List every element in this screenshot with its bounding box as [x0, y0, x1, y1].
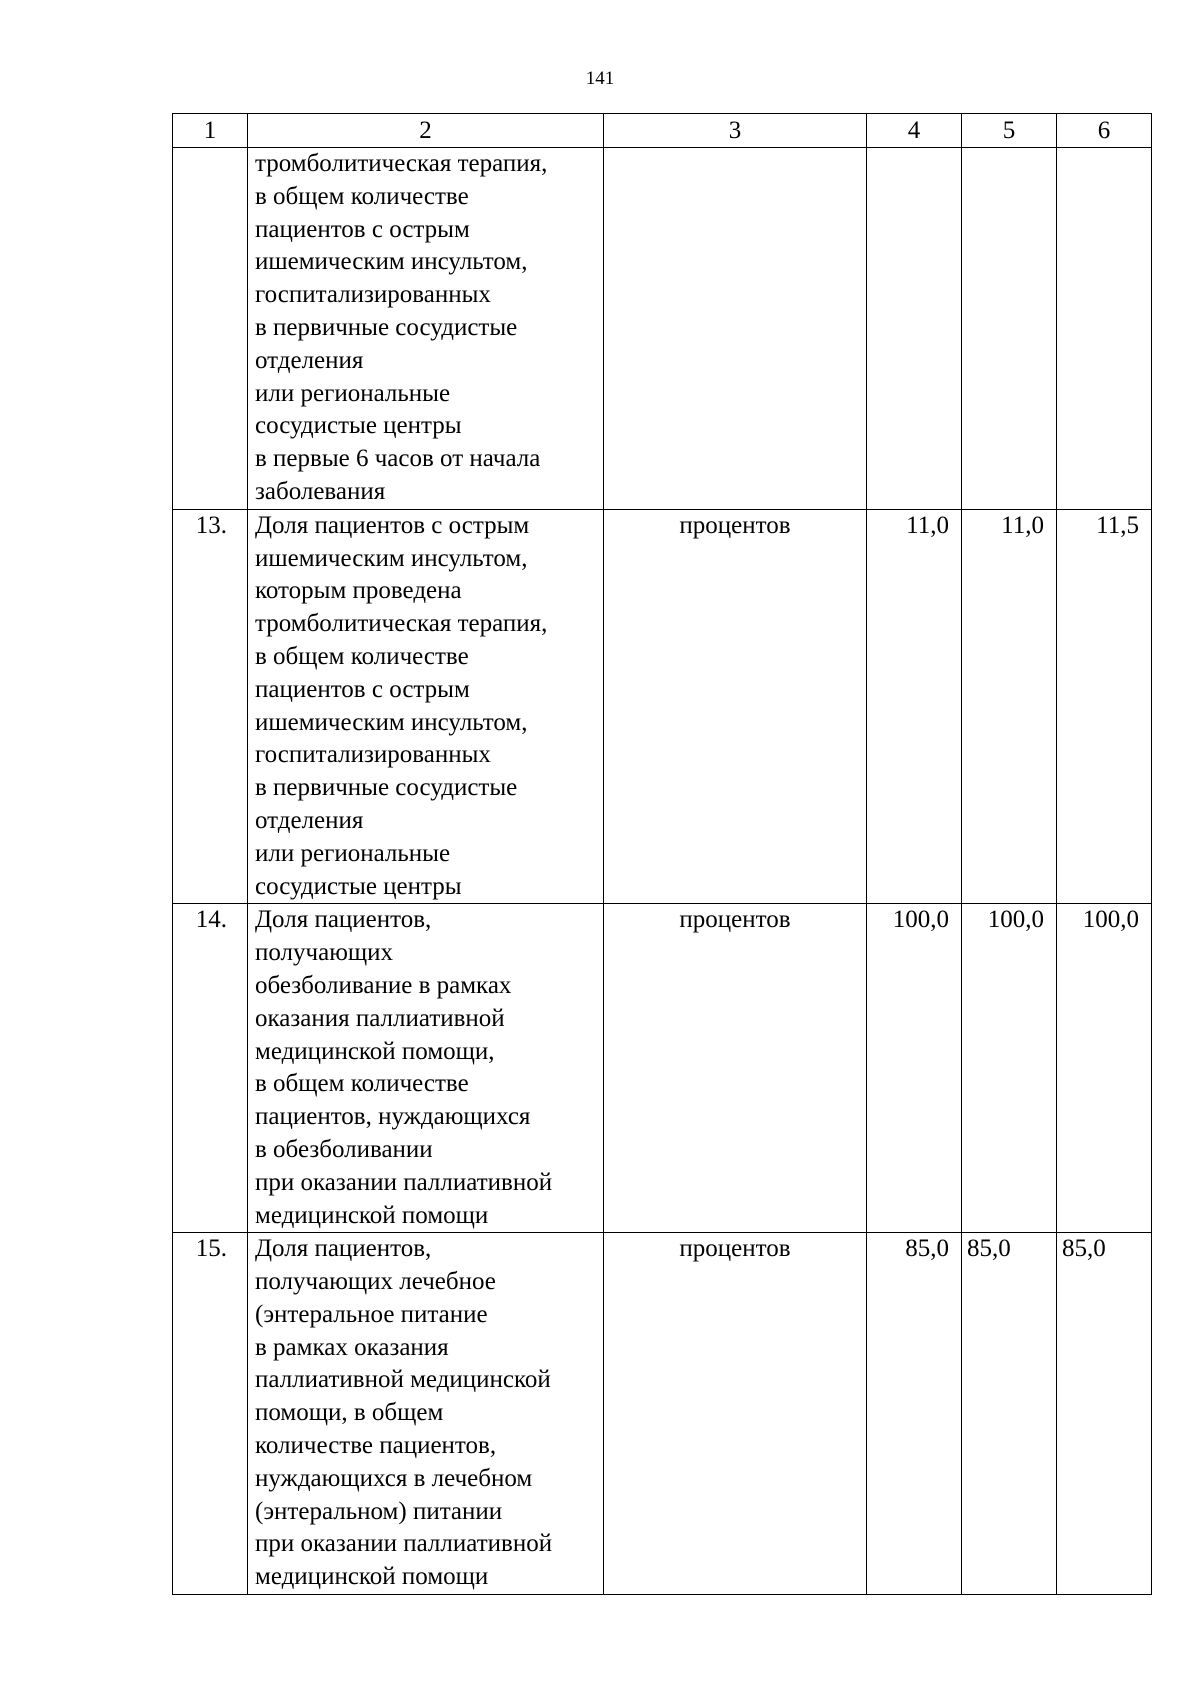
value-col-6: 100,0	[1057, 904, 1152, 1233]
table-row	[173, 904, 1152, 1233]
value-col-5: 100,0	[962, 904, 1057, 1233]
indicator-description	[248, 904, 604, 1233]
column-header-5: 5	[962, 114, 1057, 148]
description-line: тромболитическая терапия,	[255, 150, 548, 177]
value-col-4: 85,0	[867, 1233, 962, 1595]
column-header-2: 2	[248, 114, 604, 148]
description-line: оказания паллиативной	[255, 1004, 505, 1032]
table-row	[173, 148, 1152, 510]
description-line: паллиативной медицинской	[255, 1366, 551, 1394]
description-line: при оказании паллиативной	[255, 1168, 553, 1196]
description-line: нуждающихся в лечебном	[255, 1464, 533, 1492]
description-line: госпитализированных	[255, 281, 491, 309]
value-col-6: 11,5	[1057, 509, 1152, 904]
description-line: в первичные сосудистые	[255, 313, 518, 341]
description-line: при оказании паллиативной	[255, 1530, 553, 1558]
description-line: в обезболивании	[255, 1135, 433, 1163]
description-line: в общем количестве	[255, 642, 469, 670]
unit-cell	[604, 148, 867, 510]
indicator-description	[248, 509, 604, 904]
description-line: Доля пациентов с острым	[255, 511, 530, 539]
description-line: в первичные сосудистые	[255, 774, 518, 802]
description-line: тромболитическая терапия,	[255, 610, 548, 638]
unit-cell: процентов	[604, 904, 867, 1233]
column-header-3: 3	[604, 114, 867, 148]
description-line: ишемическим инсультом,	[255, 248, 528, 276]
value-col-4: 100,0	[867, 904, 962, 1233]
description-line: медицинской помощи	[255, 1563, 489, 1591]
description-line: медицинской помощи	[255, 1201, 489, 1229]
row-number: 14.	[173, 904, 248, 1233]
indicator-description	[248, 1233, 604, 1595]
indicator-description	[248, 148, 604, 510]
column-header-1: 1	[173, 114, 248, 148]
description-line: ишемическим инсультом,	[255, 544, 528, 572]
description-line: (энтеральном) питании	[255, 1497, 503, 1525]
description-line: получающих	[255, 939, 394, 967]
description-line: или региональные	[255, 839, 451, 867]
description-line: Доля пациентов,	[255, 1235, 432, 1263]
description-line: госпитализированных	[255, 741, 491, 769]
description-line: пациентов с острым	[255, 215, 470, 243]
value-col-4: 11,0	[867, 509, 962, 904]
value-col-6: 85,0	[1057, 1233, 1152, 1595]
unit-cell: процентов	[604, 1233, 867, 1595]
description-line: обезболивание в рамках	[255, 971, 512, 999]
header-row	[173, 114, 1152, 148]
description-line: отделения	[255, 806, 364, 834]
description-line: в первые 6 часов от начала	[255, 445, 541, 473]
description-line: которым проведена	[255, 577, 462, 605]
table-row	[173, 509, 1152, 904]
indicators-table	[172, 113, 1152, 1595]
unit-cell: процентов	[604, 509, 867, 904]
description-line: заболевания	[255, 477, 386, 505]
description-line: в общем количестве	[255, 1070, 469, 1098]
description-line: пациентов с острым	[255, 675, 470, 703]
column-header-6: 6	[1057, 114, 1152, 148]
description-line: Доля пациентов,	[255, 906, 432, 934]
description-line: получающих лечебное	[255, 1268, 496, 1296]
description-line: медицинской помощи,	[255, 1037, 495, 1065]
description-line: или региональные	[255, 379, 451, 407]
row-number: 15.	[173, 1233, 248, 1595]
description-line: отделения	[255, 346, 364, 374]
value-col-6	[1057, 148, 1152, 510]
description-line: сосудистые центры	[255, 872, 462, 900]
description-line: пациентов, нуждающихся	[255, 1103, 531, 1131]
description-line: в рамках оказания	[255, 1333, 449, 1361]
description-line: ишемическим инсультом,	[255, 708, 528, 736]
value-col-4	[867, 148, 962, 510]
description-line: сосудистые центры	[255, 412, 462, 440]
description-line: помощи, в общем	[255, 1399, 444, 1427]
row-number: 13.	[173, 509, 248, 904]
description-line: количестве пациентов,	[255, 1432, 497, 1460]
column-header-4: 4	[867, 114, 962, 148]
description-line: (энтеральное питание	[255, 1300, 488, 1328]
value-col-5	[962, 148, 1057, 510]
description-line: в общем количестве	[255, 182, 469, 210]
table-row	[173, 1233, 1152, 1595]
row-number	[173, 148, 248, 510]
value-col-5: 85,0	[962, 1233, 1057, 1595]
value-col-5: 11,0	[962, 509, 1057, 904]
page-number: 141	[585, 68, 615, 89]
